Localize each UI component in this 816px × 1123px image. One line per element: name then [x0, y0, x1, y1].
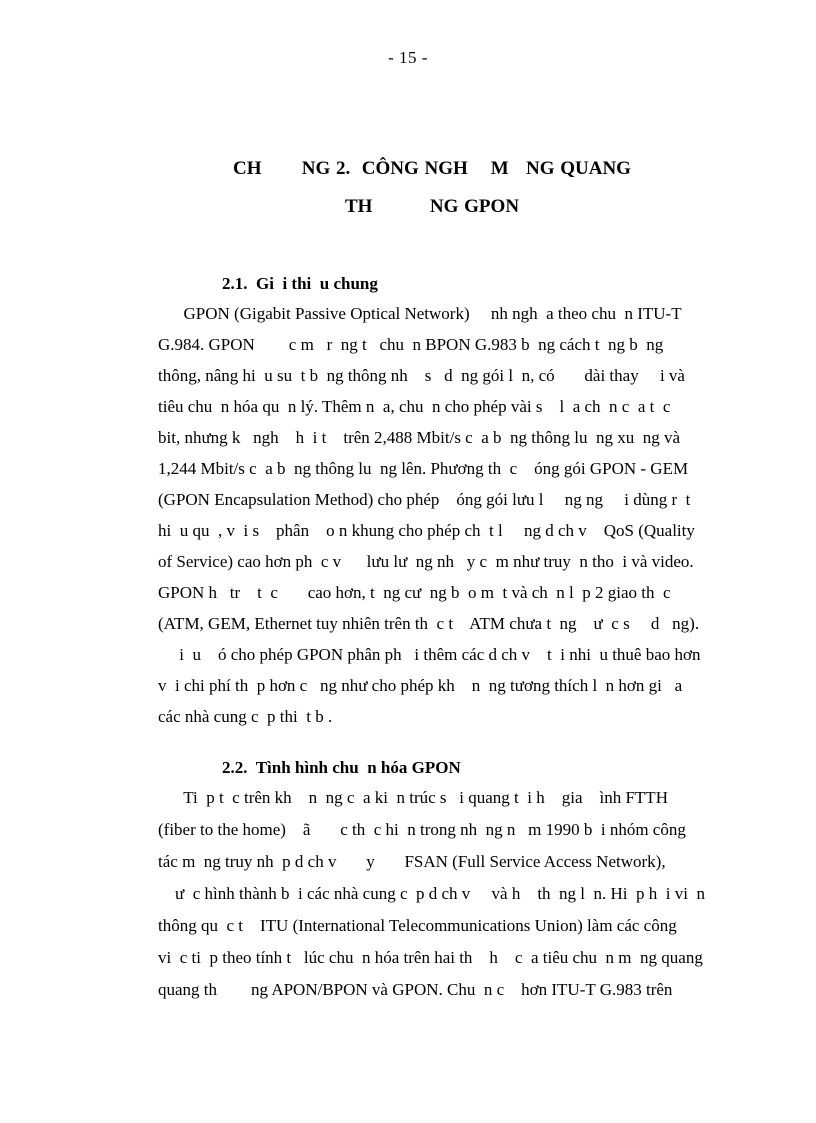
- text-line: GPON h tr t c cao hơn, t ng cư ng b o m t và ch n l p 2 giao th c: [158, 583, 671, 602]
- text-line: tiêu chu n hóa qu n lý. Thêm n a, chu n cho phép vài s l a ch n c a t c: [158, 397, 671, 416]
- page-number: - 15 -: [388, 48, 428, 67]
- section-2-1-paragraph: [158, 304, 718, 726]
- text-line: (fiber to the home) ã c th c hi n trong nh ng n m 1990 b i nhóm công: [158, 820, 686, 839]
- chapter-title-line-1: CH NG 2. CÔNG NGH M NG QUANG: [233, 158, 631, 179]
- text-line: (GPON Encapsulation Method) cho phép óng gói lưu l ng ng i dùng r t: [158, 490, 691, 509]
- chapter-title-line-2: TH NG GPON: [344, 196, 520, 217]
- text-line: Ti p t c trên kh n ng c a ki n trúc s i quang t i h gia ình FTTH: [158, 788, 668, 807]
- text-line: GPON (Gigabit Passive Optical Network) nh ngh a theo chu n ITU-T: [158, 304, 682, 323]
- section-2-2-paragraph: [158, 788, 718, 999]
- text-line: thông, nâng hi u su t b ng thông nh s d ng gói l n, có dài thay i và: [158, 366, 685, 385]
- text-line: of Service) cao hơn ph c v lưu lư ng nh y c m như truy n tho i và video.: [158, 552, 694, 571]
- text-line: thông qu c t ITU (International Telecommunications Union) làm các công: [158, 916, 677, 935]
- text-line: các nhà cung c p thi t b .: [158, 707, 333, 726]
- text-line: quang th ng APON/BPON và GPON. Chu n c hơn ITU-T G.983 trên: [158, 980, 673, 999]
- text-line: i u ó cho phép GPON phân ph i thêm các d ch v t i nhi u thuê bao hơn: [158, 645, 701, 664]
- text-line: (ATM, GEM, Ethernet tuy nhiên trên th c t ATM chưa t ng ư c s d ng).: [158, 614, 700, 633]
- text-line: vi c ti p theo tính t lúc chu n hóa trên hai th h c a tiêu chu n m ng quang: [158, 948, 703, 967]
- text-line: bit, nhưng k ngh h i t trên 2,488 Mbit/s c a b ng thông lu ng xu ng và: [158, 428, 681, 447]
- text-line: ư c hình thành b i các nhà cung c p d ch v và h th ng l n. Hi p h i vi n: [158, 884, 705, 903]
- text-line: G.984. GPON c m r ng t chu n BPON G.983 b ng cách t ng b ng: [158, 335, 664, 354]
- section-heading-2-2: 2.2. Tình hình chu n hóa GPON: [222, 758, 461, 777]
- text-line: hi u qu , v i s phân o n khung cho phép ch t l ng d ch v QoS (Quality: [158, 521, 695, 540]
- text-line: tác m ng truy nh p d ch v y FSAN (Full Service Access Network),: [158, 852, 666, 871]
- text-line: v i chi phí th p hơn c ng như cho phép kh n ng tương thích l n hơn gi a: [158, 676, 683, 695]
- section-heading-2-1: 2.1. Gi i thi u chung: [222, 274, 378, 293]
- text-line: 1,244 Mbit/s c a b ng thông lu ng lên. Phương th c óng gói GPON - GEM: [158, 459, 689, 478]
